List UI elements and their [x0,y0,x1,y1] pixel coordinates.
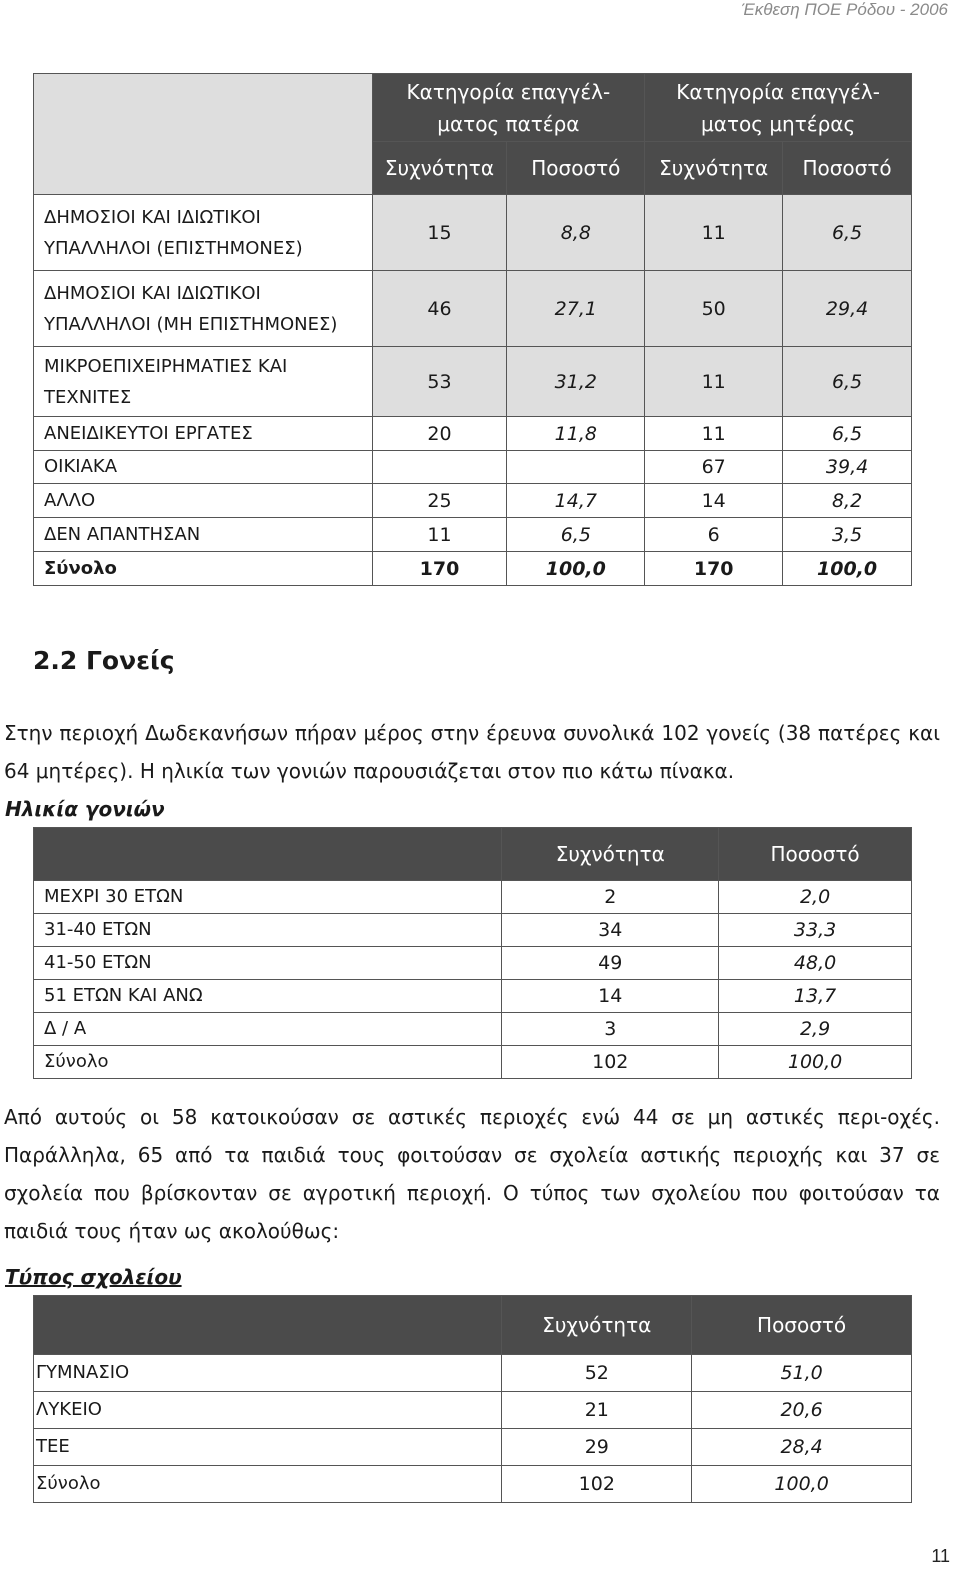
table-row [34,518,912,552]
mother-frequency: 50 [645,271,783,347]
percent: 48,0 [719,947,912,980]
table-row [34,347,912,417]
father-percent [507,451,645,484]
mother-frequency: 6 [645,518,783,552]
percent-total: 100,0 [719,1046,912,1079]
father-percent: 11,8 [507,417,645,451]
father-occupation-header-text: Κατηγορία επαγγέλ- ματος πατέρα [406,79,611,136]
father-frequency: 15 [372,195,507,271]
table-row [34,484,912,518]
school-table-caption: Τύπος σχολείου [5,1265,182,1289]
row-label: ΑΝΕΙΔΙΚΕΥΤΟΙ ΕΡΓΑΤΕΣ [34,417,373,451]
mother-occupation-header-text: Κατηγορία επαγγέλ- ματος μητέρας [676,79,880,136]
report-header-note: Έκθεση ΠΟΕ Ρόδου - 2006 [741,0,948,19]
parents-paragraph: Στην περιοχή Δωδεκανήσων πήραν μέρος στην έρευνα συνολικά 102 γονείς (38 πατέρες και 64 μητέρες). Η ηλικία των γονιών παρουσιάζεται στον πιο κάτω πίνακα. [4,721,940,783]
total-label: Σύνολο [34,1046,502,1079]
frequency: 14 [502,980,719,1013]
mother-frequency: 67 [645,451,783,484]
mother-percent-header: Ποσοστό [783,142,912,195]
row-label: ΛΥΚΕΙΟ [34,1392,502,1429]
total-row [34,1466,912,1503]
mother-frequency: 11 [645,195,783,271]
frequency-header: Συχνότητα [502,1296,692,1355]
frequency: 52 [502,1355,692,1392]
row-label: 51 ΕΤΩΝ ΚΑΙ ΑΝΩ [34,980,502,1013]
table-row [34,881,912,914]
table-row [34,195,912,271]
frequency-total: 102 [502,1466,692,1503]
frequency: 34 [502,914,719,947]
father-frequency [372,451,507,484]
frequency-header: Συχνότητα [502,828,719,881]
father-frequency: 11 [372,518,507,552]
table-row [34,271,912,347]
table-corner-cell [34,828,502,881]
age-table [33,827,912,1079]
father-frequency-total: 170 [372,552,507,586]
table-corner-cell [34,74,373,195]
frequency-total: 102 [502,1046,719,1079]
frequency: 3 [502,1013,719,1046]
frequency: 49 [502,947,719,980]
percent-total: 100,0 [692,1466,912,1503]
percent: 13,7 [719,980,912,1013]
page-number: 11 [931,1546,950,1566]
father-percent: 27,1 [507,271,645,347]
frequency: 2 [502,881,719,914]
row-label: Δ / Α [34,1013,502,1046]
father-frequency-header: Συχνότητα [372,142,507,195]
age-table-caption: Ηλικία γονιών [5,797,165,821]
table-row [34,417,912,451]
mother-percent: 3,5 [783,518,912,552]
table-row [34,1392,912,1429]
father-percent: 6,5 [507,518,645,552]
row-label: ΜΕΧΡΙ 30 ΕΤΩΝ [34,881,502,914]
percent: 51,0 [692,1355,912,1392]
father-percent-total: 100,0 [507,552,645,586]
total-label: Σύνολο [34,552,373,586]
father-percent: 31,2 [507,347,645,417]
frequency: 29 [502,1429,692,1466]
row-label: ΓΥΜΝΑΣΙΟ [34,1355,502,1392]
row-label: 41-50 ΕΤΩΝ [34,947,502,980]
percent: 28,4 [692,1429,912,1466]
father-percent: 8,8 [507,195,645,271]
father-frequency: 53 [372,347,507,417]
school-type-table [33,1295,912,1503]
table-row [34,1355,912,1392]
table-row [34,980,912,1013]
father-frequency: 25 [372,484,507,518]
row-label: ΔΗΜΟΣΙΟΙ ΚΑΙ ΙΔΙΩΤΙΚΟΙ ΥΠΑΛΛΗΛΟΙ (ΕΠΙΣΤΗΜΟΝΕΣ) [34,195,373,271]
father-frequency: 20 [372,417,507,451]
mother-frequency: 14 [645,484,783,518]
mother-percent: 6,5 [783,417,912,451]
mother-percent: 6,5 [783,195,912,271]
section-title: 2.2 Γονείς [33,646,175,675]
father-frequency: 46 [372,271,507,347]
table-corner-cell [34,1296,502,1355]
total-row [34,1046,912,1079]
mother-percent: 39,4 [783,451,912,484]
mother-frequency-header: Συχνότητα [645,142,783,195]
father-percent-header: Ποσοστό [507,142,645,195]
frequency: 21 [502,1392,692,1429]
father-percent: 14,7 [507,484,645,518]
percent: 2,0 [719,881,912,914]
percent: 20,6 [692,1392,912,1429]
mother-percent: 29,4 [783,271,912,347]
total-label: Σύνολο [34,1466,502,1503]
occupation-table [33,73,912,586]
table-row [34,451,912,484]
row-label: ΑΛΛΟ [34,484,373,518]
row-label: ΟΙΚΙΑΚΑ [34,451,373,484]
table-row [34,1013,912,1046]
mother-occupation-header [645,74,912,142]
percent: 2,9 [719,1013,912,1046]
percent-header: Ποσοστό [719,828,912,881]
row-label: ΔΕΝ ΑΠΑΝΤΗΣΑΝ [34,518,373,552]
mother-percent-total: 100,0 [783,552,912,586]
mother-frequency: 11 [645,417,783,451]
row-label: 31-40 ΕΤΩΝ [34,914,502,947]
residence-paragraph: Από αυτούς οι 58 κατοικούσαν σε αστικές περιοχές ενώ 44 σε μη αστικές περι-οχές. Παράλληλα, 65 από τα παιδιά τους φοιτούσαν σε σχολεία αστικής περιοχής και 37 σε σχολεία που βρίσκονταν σε αγροτική περιοχή. Ο τύπος των σχολείου που φοιτούσαν τα παιδιά τους ήταν ως ακολούθως: [4,1105,940,1243]
row-label: ΜΙΚΡΟΕΠΙΧΕΙΡΗΜΑΤΙΕΣ ΚΑΙ ΤΕΧΝΙΤΕΣ [34,347,373,417]
mother-frequency: 11 [645,347,783,417]
mother-frequency-total: 170 [645,552,783,586]
father-occupation-header [372,74,645,142]
mother-percent: 6,5 [783,347,912,417]
table-row [34,1429,912,1466]
total-row [34,552,912,586]
mother-percent: 8,2 [783,484,912,518]
row-label: ΔΗΜΟΣΙΟΙ ΚΑΙ ΙΔΙΩΤΙΚΟΙ ΥΠΑΛΛΗΛΟΙ (ΜΗ ΕΠΙΣΤΗΜΟΝΕΣ) [34,271,373,347]
row-label: ΤΕΕ [34,1429,502,1466]
table-row [34,914,912,947]
percent: 33,3 [719,914,912,947]
table-row [34,947,912,980]
percent-header: Ποσοστό [692,1296,912,1355]
